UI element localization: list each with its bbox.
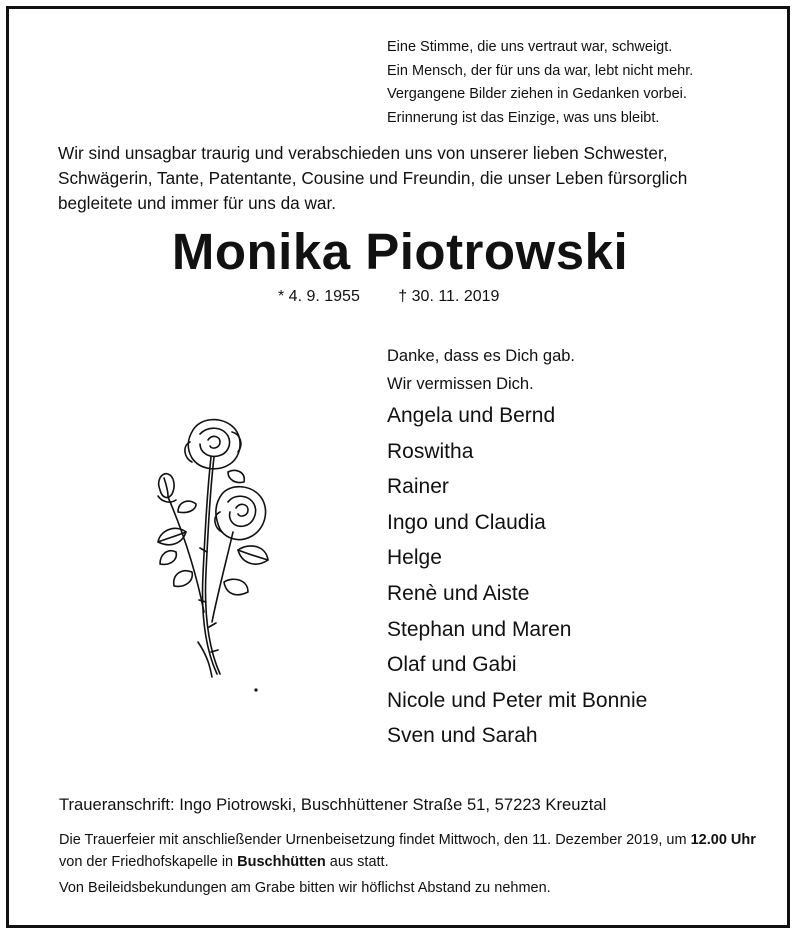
service-text: von der Friedhofskapelle in	[59, 853, 238, 870]
family-member: Stephan und Maren	[387, 617, 572, 641]
poem-line: Vergangene Bilder ziehen in Gedanken vorbei.	[387, 86, 687, 102]
condolence-note: Von Beileidsbekundungen am Grabe bitten wir höflichst Abstand zu nehmen.	[59, 880, 551, 896]
family-member: Nicole und Peter mit Bonnie	[387, 688, 648, 712]
family-member: Helge	[387, 546, 442, 570]
poem	[387, 36, 693, 130]
family-member: Rainer	[387, 475, 449, 499]
family-member: Angela und Bernd	[387, 404, 556, 427]
family-member: Ingo und Claudia	[387, 510, 546, 534]
family-member: Olaf und Gabi	[387, 653, 517, 677]
intro-text: Wir sind unsagbar traurig und verabschieden uns von unserer lieben Schwester, Schwägerin, Tante, Patentante, Cousine und Freundin, die unser Leben fürsorglich begleitete und immer für uns da war.	[58, 143, 688, 213]
poem-line: Eine Stimme, die uns vertraut war, schweigt.	[387, 39, 673, 55]
poem-line: Ein Mensch, der für uns da war, lebt nicht mehr.	[387, 62, 694, 79]
poem-line: Erinnerung ist das Einzige, was uns bleibt.	[387, 109, 660, 126]
thanks-block	[387, 342, 575, 398]
mourning-address: Traueranschrift: Ingo Piotrowski, Buschhüttener Straße 51, 57223 Kreuztal	[59, 795, 607, 814]
service-info	[59, 830, 759, 873]
birth-date: * 4. 9. 1955	[278, 288, 360, 305]
service-place: Buschhütten	[237, 853, 326, 870]
service-text: Die Trauerfeier mit anschließender Urnenbeisetzung findet Mittwoch, den 11. Dezember 2019, um	[59, 832, 691, 848]
thanks-line: Wir vermissen Dich.	[387, 375, 534, 393]
family-member: Renè und Aiste	[387, 581, 530, 605]
service-text: aus statt.	[325, 853, 389, 870]
family-list	[387, 398, 647, 754]
family-member: Roswitha	[387, 439, 474, 463]
service-time: 12.00 Uhr	[690, 832, 756, 848]
life-dates	[278, 286, 499, 308]
rose-icon	[138, 412, 278, 697]
death-date: † 30. 11. 2019	[398, 288, 500, 305]
deceased-name: Monika Piotrowski	[171, 223, 629, 280]
thanks-line: Danke, dass es Dich gab.	[387, 347, 576, 365]
family-member: Sven und Sarah	[387, 724, 538, 748]
